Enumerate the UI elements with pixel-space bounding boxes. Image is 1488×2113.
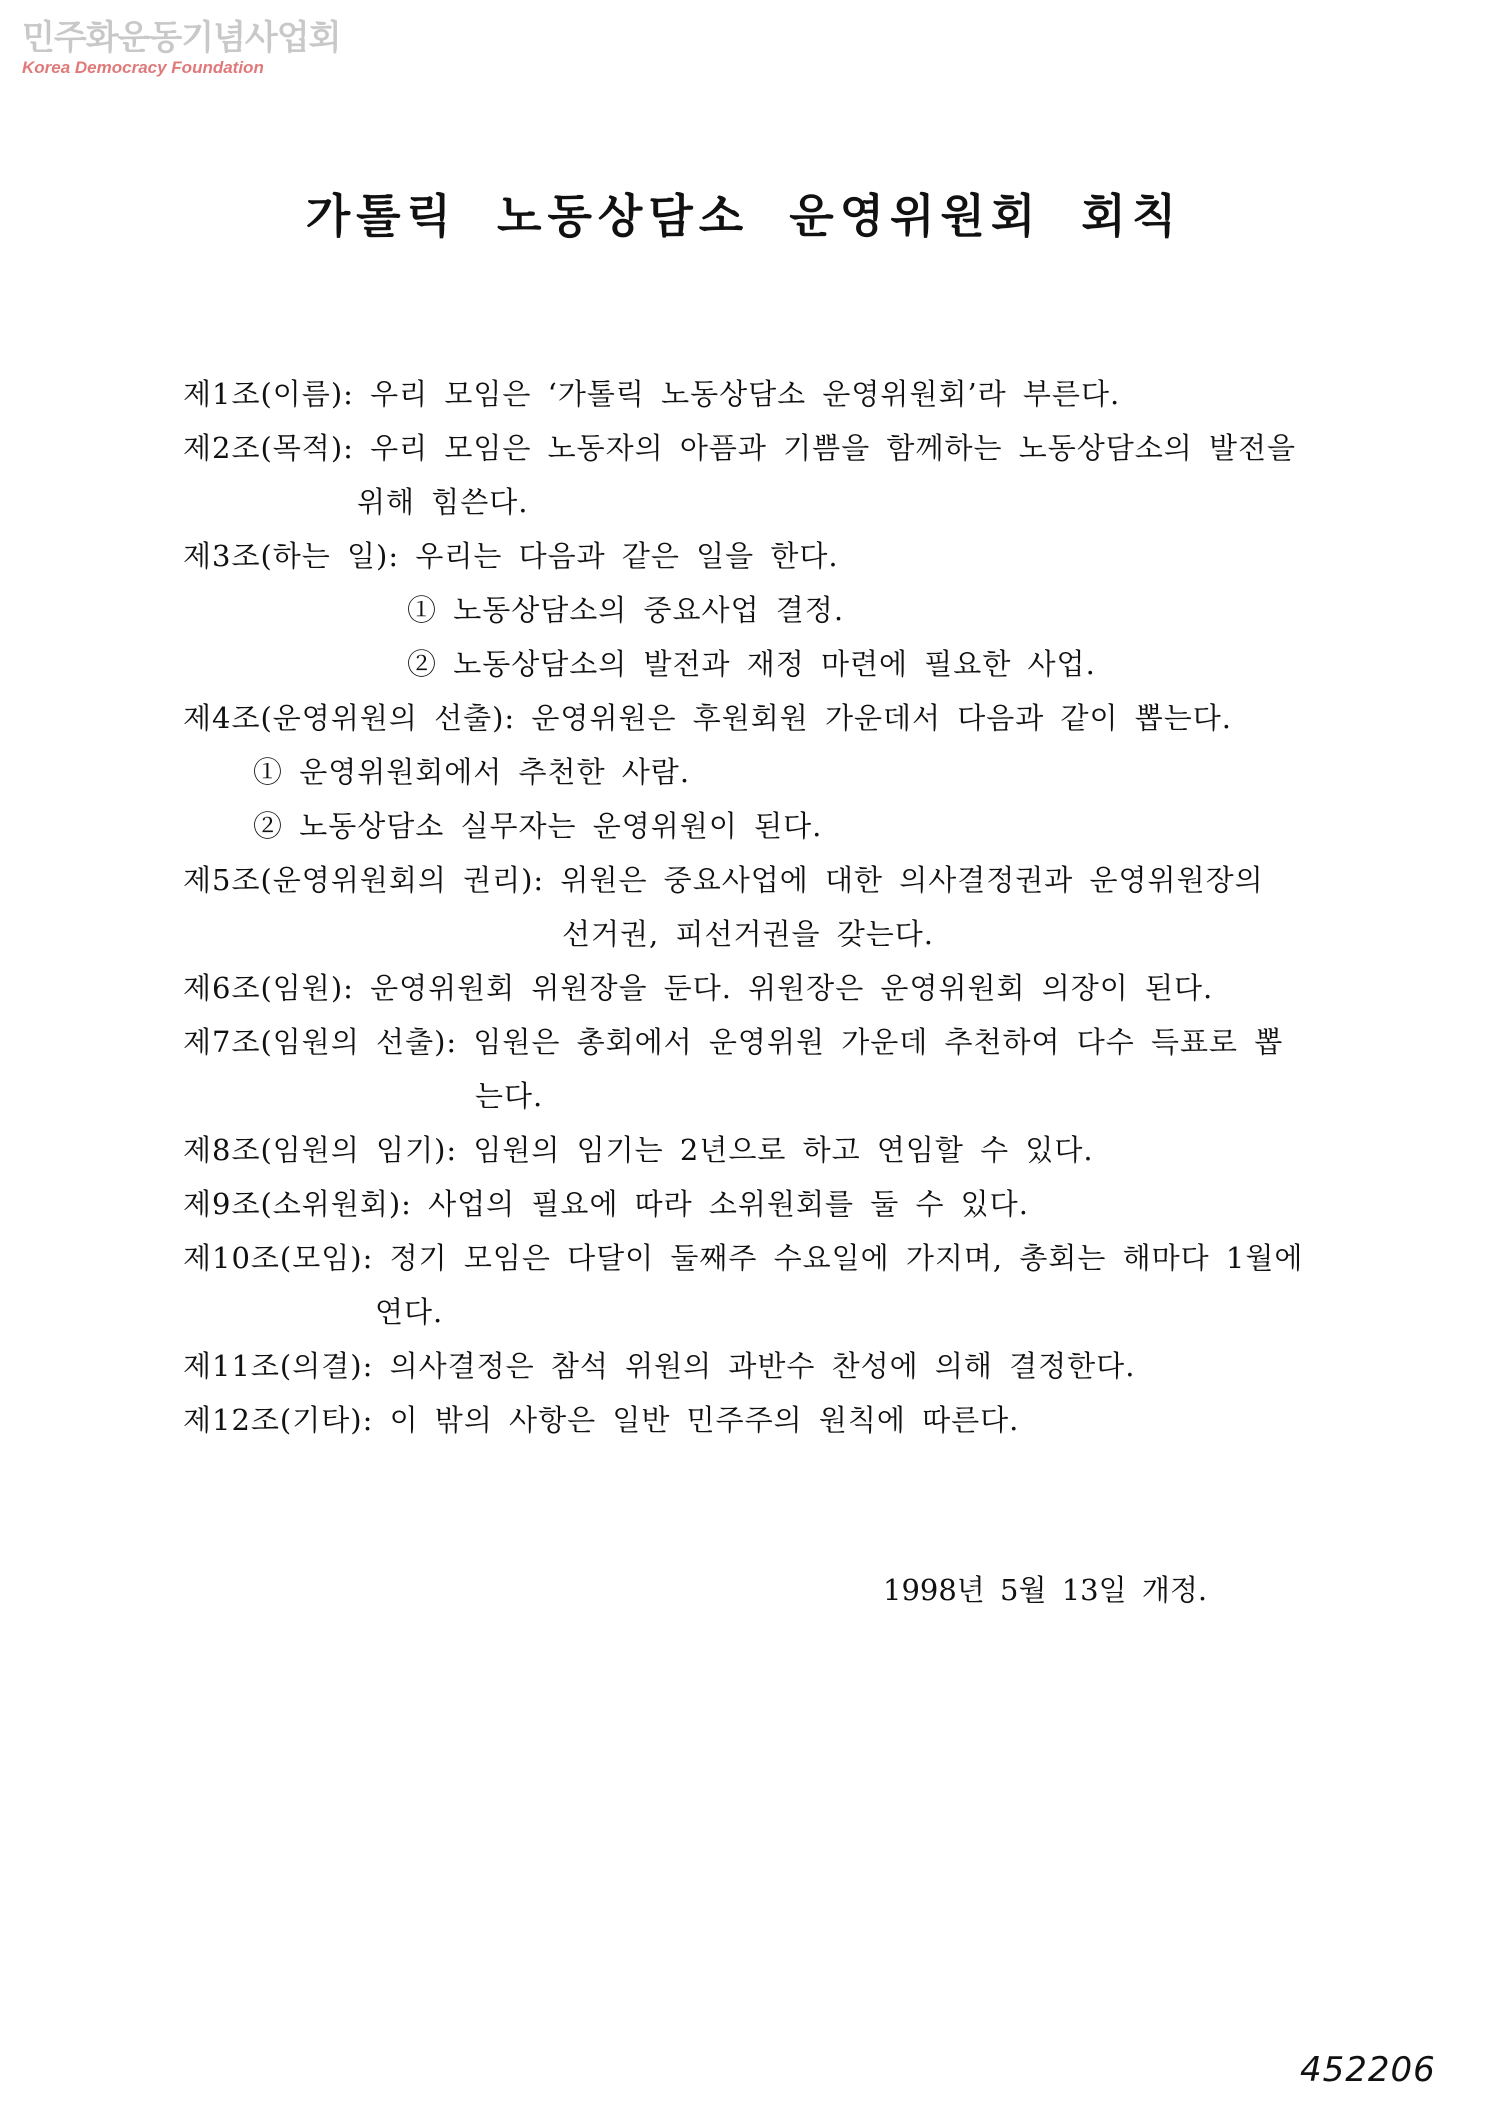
article-3: 제3조(하는 일): 우리는 다음과 같은 일을 한다. (183, 539, 839, 573)
revision-date: 1998년 5월 13일 개정. (883, 1573, 1208, 1607)
article-5: 제5조(운영위원회의 권리): 위원은 중요사업에 대한 의사결정권과 운영위원장의 (183, 863, 1264, 897)
page-number: 452206 (1300, 2050, 1436, 2090)
article-9: 제9조(소위원회): 사업의 필요에 따라 소위원회를 둘 수 있다. (183, 1187, 1029, 1221)
article-4-item-1: ① 운영위원회에서 추천한 사람. (253, 755, 691, 789)
article-7-continued: 는다. (475, 1079, 544, 1113)
article-7: 제7조(임원의 선출): 임원은 총회에서 운영위원 가운데 추천하여 다수 득표로 뽑 (183, 1025, 1284, 1059)
article-8: 제8조(임원의 임기): 임원의 임기는 2년으로 하고 연임할 수 있다. (183, 1133, 1094, 1167)
article-5-continued: 선거권, 피선거권을 갖는다. (562, 917, 935, 951)
article-11: 제11조(의결): 의사결정은 참석 위원의 과반수 찬성에 의해 결정한다. (183, 1349, 1136, 1383)
article-12: 제12조(기타): 이 밖의 사항은 일반 민주주의 원칙에 따른다. (183, 1403, 1020, 1437)
article-3-item-1: ① 노동상담소의 중요사업 결정. (407, 593, 845, 627)
article-10: 제10조(모임): 정기 모임은 다달이 둘째주 수요일에 가지며, 총회는 해마다 1월에 (183, 1241, 1304, 1275)
article-10-continued: 연다. (375, 1295, 444, 1329)
article-4: 제4조(운영위원의 선출): 운영위원은 후원회원 가운데서 다음과 같이 뽑는다. (183, 701, 1233, 735)
article-4-item-2: ② 노동상담소 실무자는 운영위원이 된다. (253, 809, 823, 843)
article-2: 제2조(목적): 우리 모임은 노동자의 아픔과 기쁨을 함께하는 노동상담소의 발전을 (183, 431, 1297, 465)
article-2-continued: 위해 힘쓴다. (357, 485, 529, 519)
article-3-item-2: ② 노동상담소의 발전과 재정 마련에 필요한 사업. (407, 647, 1096, 681)
article-1: 제1조(이름): 우리 모임은 ‘가톨릭 노동상담소 운영위원회’라 부른다. (183, 377, 1121, 411)
document-title: 가톨릭 노동상담소 운영위원회 회칙 (305, 189, 1183, 243)
watermark-org-korean: 민주화운동기념사업회 (22, 18, 341, 58)
watermark-logo (22, 18, 340, 78)
article-6: 제6조(임원): 운영위원회 위원장을 둔다. 위원장은 운영위원회 의장이 된다. (183, 971, 1214, 1005)
watermark-org-english: Korea Democracy Foundation (22, 58, 264, 77)
